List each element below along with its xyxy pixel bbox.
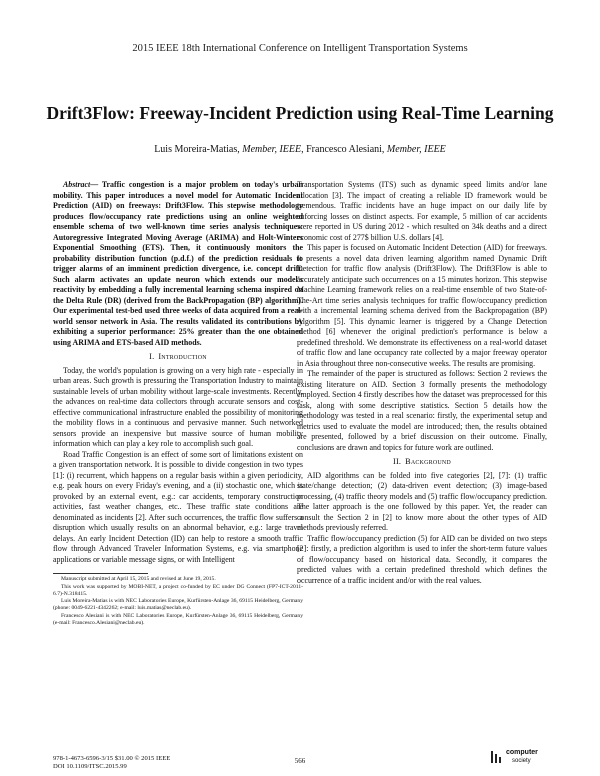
computer-society-logo [490, 748, 556, 768]
author-1-membership: Member, IEEE [242, 144, 302, 155]
footnote-rule [53, 573, 148, 574]
paragraph: AID algorithms can be folded into five categories [2], [7]: (1) traffic state/change detection; (2) data-driven event detection; (3) image-based processing, (4) traffic theory models and (5) traffic flow/occupancy prediction. The latter approach is the one followed by this paper. Yet, the reader can consult the Section 2 in [2] to know more about the other types of AID methods previously referred. [297, 470, 547, 533]
paragraph: Today, the world's population is growing on a very high rate - especially in urban areas. Such growth is pressuring the Transportation Industry to maintain sustainable levels of urban mobility without large-scale investments. Recently, the advances on real-time data collectors through accurate sensors and cost-effective communicational infrastructure enabled the possibility of monitoring the mobility flows in a continuous and pervasive manner. Such networked sensors provide an inexpensive but massive source of human mobility information which can play a key role to accomplish such goal. [53, 365, 303, 449]
footnote: Francesco Alesiani is with NEC Laboratories Europe, Kurfürsten-Anlage 36, 69115 Heidelberg, Germany (e-mail: Francesco.Alesiani@neclab.eu). [53, 612, 303, 626]
author-2: , Francesco Alesiani, [301, 144, 387, 155]
section-number: I. [149, 352, 155, 361]
section-heading-introduction [53, 352, 303, 363]
page-number: 566 [294, 757, 306, 765]
author-2-membership: Member, IEEE [386, 144, 446, 155]
logo-text-line2: society [512, 758, 531, 764]
doi: DOI 10.1109/ITSC.2015.99 [53, 763, 127, 771]
section-number: II. [393, 457, 402, 466]
section-heading-background [297, 457, 547, 468]
footnote: Manuscript submitted at April 15, 2015 and revised at June 19, 2015. [61, 576, 216, 583]
abstract [53, 180, 303, 348]
right-column [297, 180, 547, 586]
paragraph: The remainder of the paper is structured as follows: Section 2 reviews the existing literature on AID. Section 3 formally presents the methodology employed. Section 4 firstly describes how the dataset was preprocessed for this task, along with some descriptive statistics. Section 5 details how the methodology was tested in a real scenario: firstly, the experimental setup and metrics used to evaluate the model are introduced; then, the results obtained are presented, followed by a brief discussion on their outcome. Finally, conclusions are drawn and topics for future work are outlined. [297, 369, 547, 452]
logo-text-line1: computer [506, 749, 538, 756]
paper-title: Drift3Flow: Freeway-Incident Prediction using Real-Time Learning [46, 103, 554, 123]
section-title: Introduction [158, 352, 207, 361]
abstract-text: — Traffic congestion is a major problem on today's urban mobility. This paper introduces a novel model for Automatic Incident Prediction (AID) on freeways: Drift3Flow. This stepwise methodology produces flow/occupancy rate predictions using an online weighted ensemble schema of two well-known time series analysis techniques: Autoregressive Integrated Moving Average (ARIMA) and Holt-Winters Exponential Smoothing (ETS). Then, it continuously monitors the probability distribution function (p.d.f.) of the prediction residuals to trigger alarms of an imminent prediction divergence, i.e. concept drift. Such alarm activates an update neuron which extends our model's reactivity by embedding a fully incremental learning schema inspired on the Delta Rule (DR) (derived from the BackPropagation (BP) algorithm). Our experimental test-bed used three weeks of data acquired from a real-world sensor network in Asia. The results validated its contributions by exhibiting a superior performance: 25% greater than the one obtained using ARIMA and ETS-based AID methods. [53, 180, 303, 347]
abstract-label: Abstract [63, 180, 91, 189]
computer-society-logo-icon [490, 750, 502, 764]
paragraph: Traffic flow/occupancy prediction (5) for AID can be divided on two steps [2]: firstly, a prediction algorithm is used to infer the short-term future values of flow/occupancy based on historical data. Secondly, it compares the predicted values with a certain predefined threshold which defines the occurrence of a traffic incident and/or with the real values. [297, 533, 547, 585]
conference-header: 2015 IEEE 18th International Conference on Intelligent Transportation Systems [132, 43, 468, 54]
paragraph: Transportation Systems (ITS) such as dynamic speed limits and/or lane allocation [3]. The impact of creating a reliable ID framework would be tremendous. Traffic incidents have an huge impact on our daily life by enforcing losses on distinct aspects. For example, 5 million of car accidents were reported in US during 2012 - which resulted on 34k deaths and a direct economic cost of 277$ billion U.S. dollars [4]. [297, 180, 547, 242]
isbn: 978-1-4673-6596-3/15 $31.00 © 2015 IEEE [53, 755, 171, 762]
author-1: Luis Moreira-Matias, [154, 144, 243, 155]
paragraph: Road Traffic Congestion is an effect of some sort of limitations existent on a given transportation network. It is possible to divide congestion in two types [1]: (i) recurrent, which happens on a regular basis within a given periodicity, e.g. peak hours on every Friday's evening, and a (ii) stochastic one, which is provoked by an external event, e.g.: car accidents, temporary construction activities, fast weather changes, etc.. These traffic state conditions are denominated as incidents [2]. After such occurrences, the traffic flow suffers a disruption which usually results on an abnormal behavior, e.g.: large travel delays. An early Incident Detection (ID) can help to restore a smooth traffic flow through Advanced Traveler Information Systems, e.g. via smartphone applications or variable message signs, or with Intelligent [53, 449, 303, 564]
footnote: This work was supported by MOBI-NET, a project co-funded by EC under DG Connect (FP7-ICT-2011-6.7)-N.318415. [53, 583, 303, 597]
paragraph: This paper is focused on Automatic Incident Detection (AID) for freeways. It presents a novel data driven learning algorithm named Dynamic Drift Detection for traffic flow analysis (Drift3Flow). The Drift3Flow is able to accurately anticipate such occurrences on a 15 minutes horizon. This stepwise Machine Learning framework relies on a real-time ensemble of two State-of-The-Art time series analysis techniques for traffic flow/occupancy prediction with a incremental learning schema derived from the Backpropagation (BP) Algorithm [5]. This dynamic learner is triggered by a Change Detection method [6] whenever the original prediction's performance is below a predefined threshold. We demonstrate its effectiveness on a real-world dataset of traffic flow and lane occupancy rate collected by a major freeway operator in Asia throughout three non-consecutive weeks. The results are promising. [297, 243, 547, 368]
section-title: Background [405, 457, 451, 466]
author-line [0, 144, 600, 155]
left-column [53, 180, 303, 627]
footnote: Luis Moreira-Matias is with NEC Laboratories Europe, Kurfürsten-Anlage 36, 69115 Heidelberg, Germany (phone: 0049-6221-4342262; e-mail: luis.matias@neclab.eu). [53, 598, 303, 612]
